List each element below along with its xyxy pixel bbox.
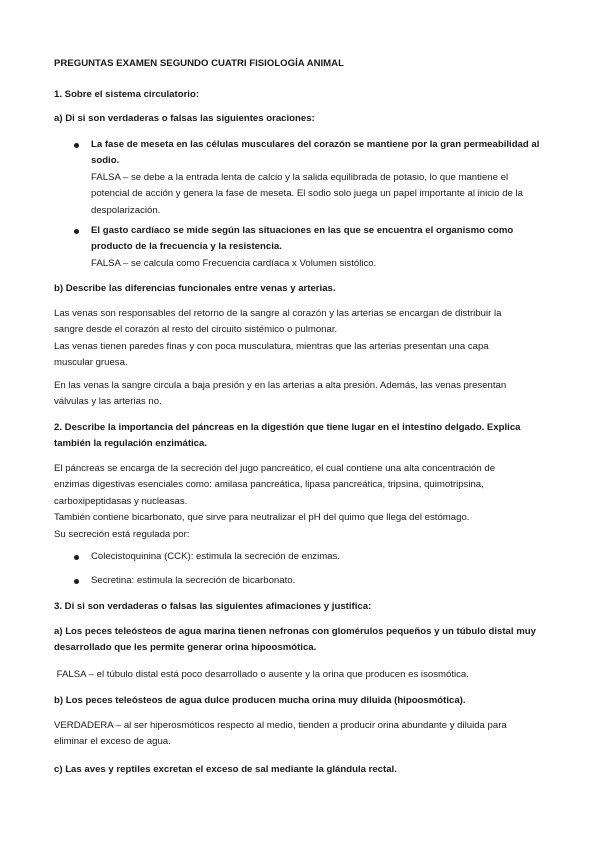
q1-b1-answer-line: despolarización. [91, 204, 161, 216]
paragraph-line: sangre desde el corazón al resto del circuito sistémico o pulmonar. [54, 324, 338, 336]
paragraph-line: También contiene bicarbonato, que sirve para neutralizar el pH del quimo que llega del estómago. [54, 512, 470, 524]
q1-b1-answer-line: potencial de acción y genera la fase de meseta. El sodio solo juega un papel importante al inicio de la [91, 188, 523, 200]
q3-b-answer [54, 718, 554, 751]
heading-line: desarrollado que les permite generar orina hipoosmótica. [54, 642, 317, 654]
q1-b1-question-line: sodio. [91, 155, 120, 167]
bullet-text [91, 137, 556, 219]
document-title: PREGUNTAS EXAMEN SEGUNDO CUATRI FISIOLOGÍA ANIMAL [54, 58, 344, 69]
q1-b2-question-line: producto de la frecuencia y la resistencia. [91, 241, 282, 253]
q3-b-heading: b) Los peces teleósteos de agua dulce producen mucha orina muy diluida (hipoosmótica). [54, 695, 466, 706]
q3-a-answer: FALSA – el túbulo distal está poco desarrollado o ausente y la orina que producen es isosmótica. [54, 669, 469, 680]
paragraph-line: eliminar el exceso de agua. [54, 736, 171, 748]
q2-heading [54, 420, 554, 453]
q1-b-paragraph-2 [54, 378, 554, 411]
q3-c-heading: c) Las aves y reptiles excretan el exceso de sal mediante la glándula rectal. [54, 764, 397, 775]
q1-heading: 1. Sobre el sistema circulatorio: [54, 89, 200, 100]
paragraph-line: El páncreas se encarga de la secreción del jugo pancreático, el cual contiene una alta concentración de [54, 463, 496, 474]
paragraph-line: muscular gruesa. [54, 357, 128, 369]
q1-a-heading: a) Di si son verdaderas o falsas las siguientes oraciones: [54, 113, 315, 124]
q1-b-paragraph-1 [54, 306, 554, 372]
q3-a-heading [54, 624, 554, 657]
paragraph-line: Las venas son responsables del retorno de la sangre al corazón y las arterias se encargan de distribuir la [54, 308, 502, 319]
q2-paragraph [54, 461, 554, 543]
paragraph-line: Su secreción está regulada por: [54, 528, 190, 540]
heading-line: a) Los peces teleósteos de agua marina tienen nefronas con glomérulos pequeños y un túbulo distal muy [54, 626, 536, 637]
paragraph-line: VERDADERA – al ser hiperosmóticos respecto al medio, tienden a producir orina abundante y diluida para [54, 720, 507, 731]
bullet-dot [74, 555, 79, 560]
paragraph-line: enzimas digestivas esenciales como: amilasa pancreática, lipasa pancreática, tripsina, quimotripsina, [54, 479, 484, 491]
bullet-dot [74, 143, 79, 148]
q1-b2-answer-line: FALSA – se calcula como Frecuencia cardíaca x Volumen sistólico. [91, 257, 377, 269]
q1-b-heading: b) Describe las diferencias funcionales entre venas y arterias. [54, 283, 336, 294]
paragraph-line: Las venas tienen paredes finas y con poca musculatura, mientras que las arterias presentan una capa [54, 340, 489, 352]
paragraph-line: En las venas la sangre circula a baja presión y en las arterias a alta presión. Además, las venas presentan [54, 380, 507, 391]
paragraph-line: válvulas y las arterias no. [54, 396, 162, 408]
q1-b1-question-line: La fase de meseta en las células musculares del corazón se mantiene por la gran permeabilidad al [91, 139, 540, 150]
q1-b1-answer-line: FALSA – se debe a la entrada lenta de calcio y la salida equilibrada de potasio, lo que mantiene el [91, 171, 509, 183]
q3-heading: 3. Di si son verdaderas o falsas las siguientes afimaciones y justifica: [54, 601, 372, 612]
bullet-dot [74, 229, 79, 234]
q1-b2-question-line: El gasto cardíaco se mide según las situaciones en las que se encuentra el organismo como [91, 225, 514, 236]
paragraph-line: carboxipeptidasas y nucleasas. [54, 495, 188, 507]
heading-line: también la regulación enzimática. [54, 438, 208, 450]
bullet-text: Colecistoquinina (CCK): estimula la secreción de enzimas. [91, 551, 341, 562]
bullet-dot [74, 579, 79, 584]
bullet-text [91, 223, 556, 272]
heading-line: 2. Describe la importancia del páncreas en la digestión que tiene lugar en el intestino delgado. Explica [54, 422, 521, 433]
bullet-text: Secretina: estimula la secreción de bicarbonato. [91, 575, 296, 586]
